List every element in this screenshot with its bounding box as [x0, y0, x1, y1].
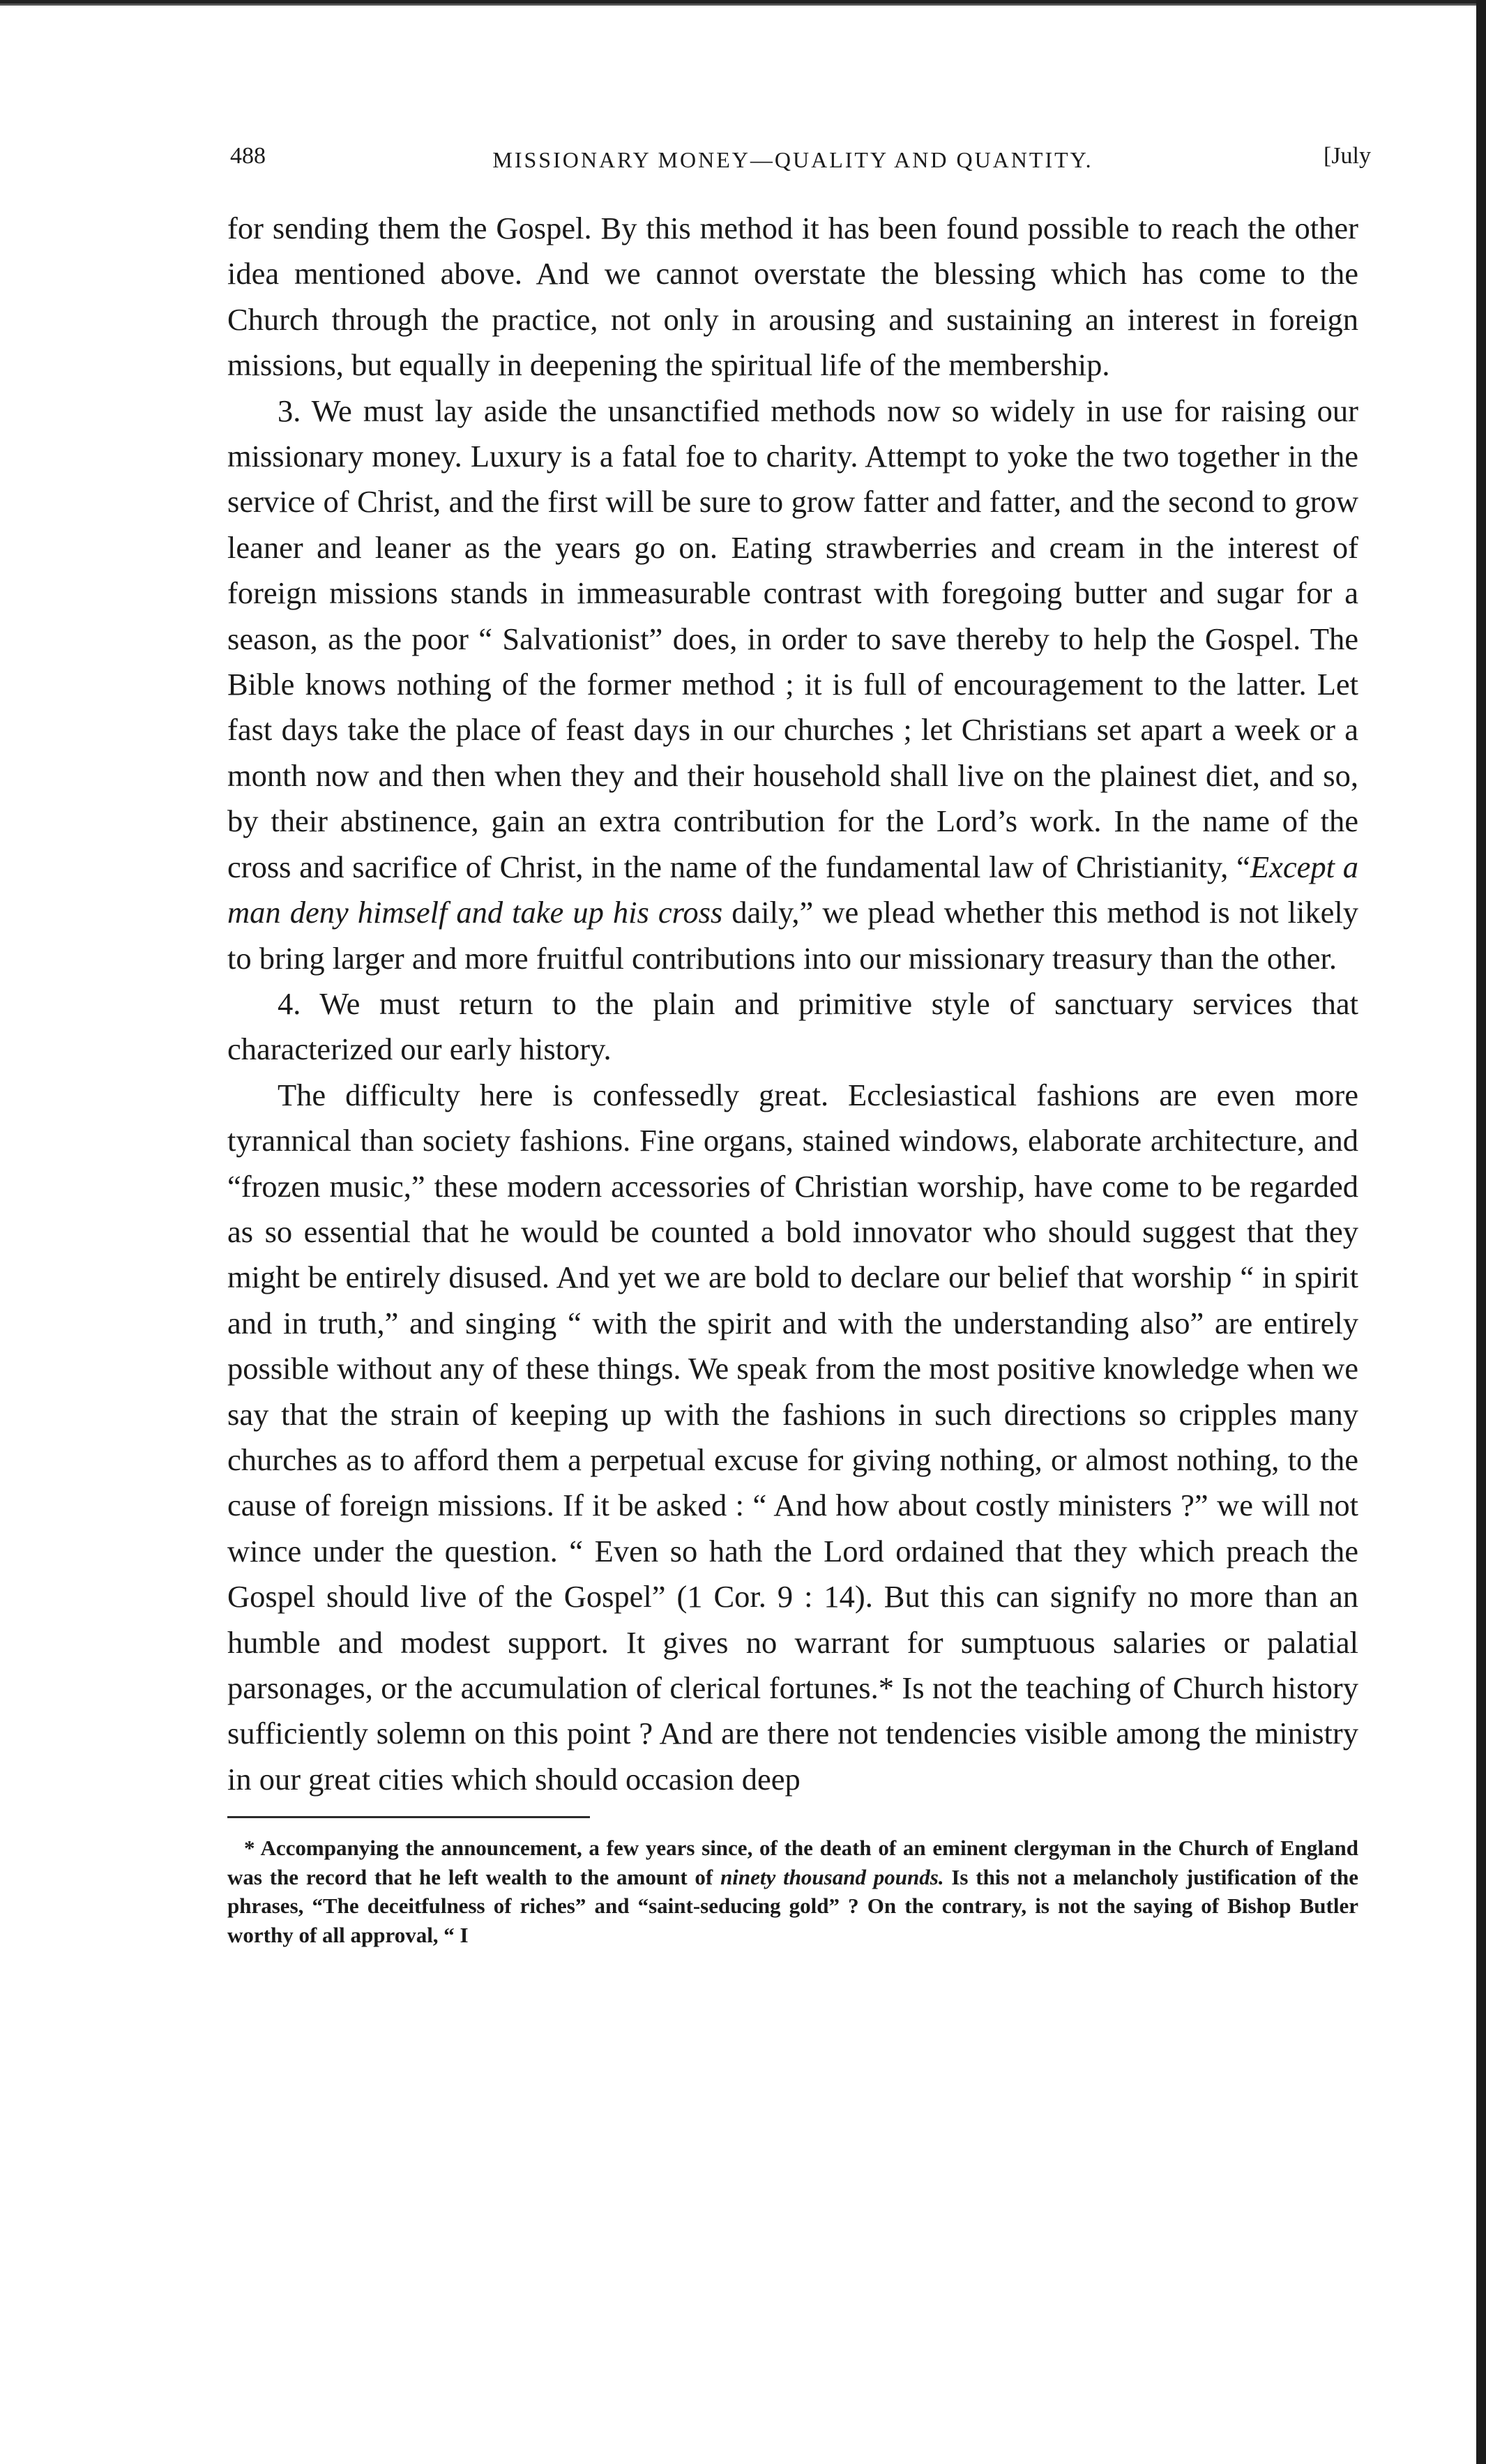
running-title: MISSIONARY MONEY—QUALITY AND QUANTITY.	[492, 147, 1093, 172]
scripture-quote: Except a man deny himself and take up his cross	[227, 849, 1358, 930]
running-month: [July	[1324, 143, 1371, 169]
paragraph-continued: for sending them the Gospel. By this method it has been found possible to reach the other idea mentioned above. And we cannot overstate the blessing which has come to the Church through the practice, not only in arousing and sustaining an interest in foreign missions, but equally in deepening the spiritual life of the membership.	[227, 211, 1358, 383]
paragraph-point-3-text: 3. We must lay aside the unsanctified methods now so widely in use for raising our missionary money. Luxury is a fatal foe to charity. Attempt to yoke the two together in the service of Christ, and the first will be sure to grow fatter and fatter, and the second to grow leaner and leaner as the years go on. Eating strawberries and cream in the interest of foreign missions stands in immeasurable contrast with foregoing butter and sugar for a season, as the poor “ Salvationist” does, in order to save thereby to help the Gospel. The Bible knows nothing of the former method ; it is full of encouragement to the latter. Let fast days take the place of feast days in our churches ; let Christians set apart a week or a month now and then when they and their household shall live on the plainest diet, and so, by their abstinence, gain an extra contribution for the Lord’s work. In the name of the cross and sacrifice of Christ, in the name of the fundamental law of Christianity, “	[227, 393, 1358, 884]
paragraph-point-4: 4. We must return to the plain and primitive style of sanctuary services that characterized our early history.	[227, 985, 1358, 1067]
footnote-text-end: Is this not a melancholy justification of the phrases, “The deceitfulness of riches” and “saint-seducing gold” ? On the contrary, is not the saying of Bishop Butler worthy of all approval, “ I	[227, 1864, 1358, 1947]
body-text	[227, 206, 1358, 1802]
top-border-rule	[0, 0, 1486, 7]
footnote-text: * Accompanying the announcement, a few years since, of the death of an eminent clergyman in the Church of England was the record that he left wealth to the amount of	[227, 1836, 1358, 1889]
paragraph-point-3-end: daily,” we plead whether this method is not likely to bring larger and more fruitful contributions into our missionary treasury than the other.	[227, 895, 1358, 976]
footnote-italic: ninety thousand pounds.	[720, 1864, 944, 1889]
page-edge-shadow	[1476, 0, 1486, 2464]
page-number: 488	[230, 143, 266, 169]
footnote	[227, 1834, 1358, 1949]
footnote-rule	[227, 1816, 590, 1818]
paragraph-point-3	[227, 388, 1358, 981]
running-head	[227, 136, 1371, 178]
journal-page	[227, 136, 1371, 1949]
paragraph-difficulty: The difficulty here is confessedly great. Ecclesiastical fashions are even more tyrannical than society fashions. Fine organs, stained windows, elaborate architecture, and “frozen music,” these modern accessories of Christian worship, have come to be regarded as so essential that he would be counted a bold innovator who should suggest that they might be entirely disused. And yet we are bold to declare our belief that worship “ in spirit and in truth,” and singing “ with the spirit and with the understanding also” are entirely possible without any of these things. We speak from the most positive knowledge when we say that the strain of keeping up with the fashions in such directions so cripples many churches as to afford them a perpetual excuse for giving nothing, or almost nothing, to the cause of foreign missions. If it be asked : “ And how about costly ministers ?” we will not wince under the question. “ Even so hath the Lord ordained that they which preach the Gospel should live of the Gospel” (1 Cor. 9 : 14). But this can signify no more than an humble and modest support. It gives no warrant for sumptuous salaries or palatial parsonages, or the accumulation of clerical fortunes.* Is not the teaching of Church history sufficiently solemn on this point ? And are there not tendencies visible among the ministry in our great cities which should occasion deep	[227, 1077, 1358, 1797]
